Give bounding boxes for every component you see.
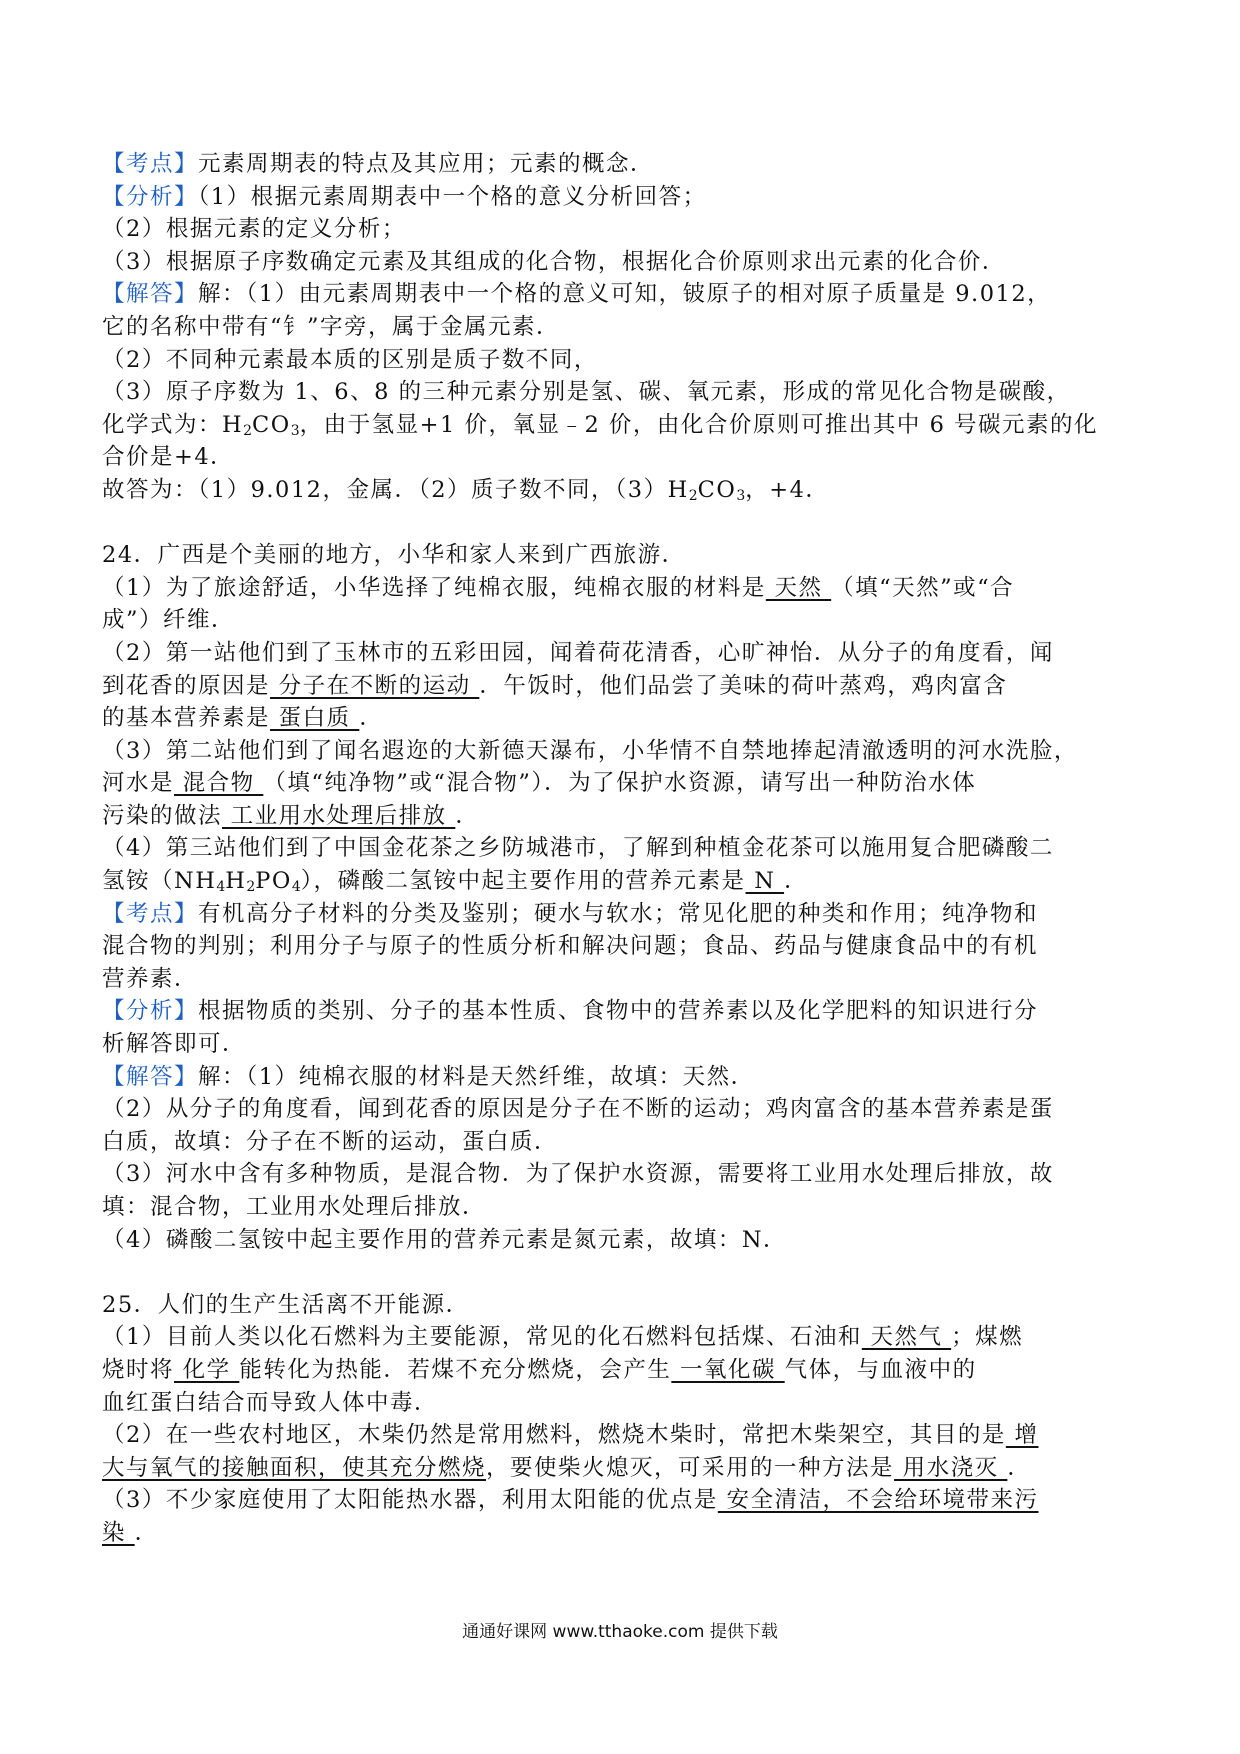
q24-p3b (102, 767, 1138, 800)
fenxi-text: （1）根据元素周期表中一个格的意义分析回答； (198, 183, 707, 210)
text-run: 烧时将 (102, 1356, 175, 1383)
text-run: 的基本营养素是 (102, 705, 271, 732)
fenxi-tag: 【分析】 (102, 998, 199, 1025)
q24-kaodian-c: 营养素． (102, 965, 199, 992)
q25-p1b (102, 1354, 1138, 1387)
q24-p1b: 成”）纤维． (102, 607, 236, 634)
answer-blank: N (745, 868, 785, 895)
text-run: （2）在一些农村地区，木柴仍然是常用燃料，燃烧木柴时，常把木柴架空，其目的是 (102, 1422, 1006, 1449)
spacer (102, 1256, 1138, 1289)
q24-kaodian-b: 混合物的判别；利用分子与原子的性质分析和解决问题；食品、药品与健康食品中的有机 (102, 933, 1039, 960)
q23-jieda-2: （2）不同种元素最本质的区别是质子数不同， (102, 346, 598, 373)
answer-blank: 化学 (174, 1356, 240, 1383)
q24-p3: （3）第二站他们到了闻名遐迩的大新德天瀑布，小华情不自禁地捧起清澈透明的河水洗脸， (102, 737, 1078, 764)
q24-title: 24．广西是个美丽的地方，小华和家人来到广西旅游． (102, 542, 686, 569)
subscript: 2 (243, 422, 253, 439)
q24-p4b (102, 865, 1138, 898)
q24-p4: （4）第三站他们到了中国金花茶之乡防城港市，了解到种植金花茶可以施用复合肥磷酸二 (102, 835, 1054, 862)
text-run: 污染的做法 (102, 802, 223, 829)
kaodian-text: 有机高分子材料的分类及鉴别；硬水与软水；常见化肥的种类和作用；纯净物和 (198, 900, 1039, 927)
text-run: 能转化为热能．若煤不充分燃烧，会产生 (239, 1356, 672, 1383)
q24-jieda (102, 1061, 1138, 1094)
q23-jieda-1b: 它的名称中带有“钅”字旁，属于金属元素． (102, 313, 561, 340)
answer-blank: 蛋白质 (270, 705, 360, 732)
q24-p2c (102, 702, 1138, 735)
kaodian-tag: 【考点】 (102, 900, 199, 927)
text-run: （1）目前人类以化石燃料为主要能源，常见的化石燃料包括煤、石油和 (102, 1324, 862, 1351)
page-footer: 通通好课网 www.tthaoke.com 提供下载 (462, 1622, 778, 1642)
answer-blank: 安全清洁，不会给环境带来污 (717, 1487, 1039, 1514)
q24-jieda-2: （2）从分子的角度看，闻到花香的原因是分子在不断的运动；鸡肉富含的基本营养素是蛋 (102, 1096, 1054, 1123)
q25-p3b (102, 1517, 1138, 1550)
answer-blank: 增 (1005, 1422, 1039, 1449)
text-run: CO (252, 411, 291, 438)
q24-p2: （2）第一站他们到了玉林市的五彩田园，闻着荷花清香，心旷神怡．从分子的角度看，闻 (102, 639, 1054, 666)
text-run: 河水是 (102, 770, 175, 797)
text-run: ，由于氢显+1 价，氧显﹣2 价，由化合价原则可推出其中 6 号碳元素的化 (299, 411, 1099, 438)
q23-jieda (102, 278, 1138, 311)
answer-blank: 一氧化碳 (671, 1356, 785, 1383)
q24-p1 (102, 572, 1138, 605)
answer-blank: 混合物 (174, 770, 264, 797)
text-run: 化学式为：H (102, 411, 244, 438)
text-run: ． (134, 1519, 159, 1546)
text-run: ． (784, 868, 809, 895)
q24-jieda-2b: 白质，故填：分子在不断的运动，蛋白质． (102, 1128, 559, 1155)
q24-jieda-4: （4）磷酸二氢铵中起主要作用的营养元素是氮元素，故填：N． (102, 1226, 788, 1253)
text-run: ． (455, 802, 480, 829)
text-run: ，+4． (745, 476, 830, 503)
text-run: 到花香的原因是 (102, 672, 271, 699)
subscript: 2 (246, 879, 256, 896)
q24-kaodian (102, 898, 1138, 931)
q23-fenxi-2: （2）根据元素的定义分析； (102, 216, 406, 243)
text-run: ． (1007, 1454, 1032, 1481)
subscript: 2 (688, 487, 698, 504)
q24-p3c (102, 800, 1138, 833)
text-run: （3）不少家庭使用了太阳能热水器，利用太阳能的优点是 (102, 1487, 718, 1514)
fenxi-text: 根据物质的类别、分子的基本性质、食物中的营养素以及化学肥料的知识进行分 (198, 998, 1039, 1025)
text-run: （1）为了旅途舒适，小华选择了纯棉衣服，纯棉衣服的材料是 (102, 574, 766, 601)
text-run: 氢铵（NH (102, 868, 217, 895)
q25-p1c: 血红蛋白结合而导致人体中毒． (102, 1389, 439, 1416)
q23-kaodian (102, 148, 1138, 181)
text-run: 气体，与血液中的 (784, 1356, 977, 1383)
q25-p2b (102, 1452, 1138, 1485)
q23-jieda-3: （3）原子序数为 1、6、8 的三种元素分别是氢、碳、氧元素，形成的常见化合物是碳酸， (102, 379, 1071, 406)
subscript: 3 (736, 487, 746, 504)
text-run: ；煤燃 (951, 1324, 1024, 1351)
text-run: ． (359, 705, 384, 732)
subscript: 4 (291, 879, 301, 896)
jieda-tag: 【解答】 (102, 1063, 199, 1090)
q23-final-answer (102, 474, 1138, 507)
answer-blank: 染 (102, 1519, 135, 1546)
q23-fenxi (102, 181, 1138, 214)
text-run: （填“纯净物”或“混合物”）．为了保护水资源，请写出一种防治水体 (263, 770, 977, 797)
text-run: （填“天然”或“合 (831, 574, 1015, 601)
q24-jieda-3: （3）河水中含有多种物质，是混合物．为了保护水资源，需要将工业用水处理后排放，故 (102, 1161, 1054, 1188)
answer-blank: 分子在不断的运动 (270, 672, 480, 699)
kaodian-text: 元素周期表的特点及其应用；元素的概念． (198, 151, 655, 177)
jieda-text: 解：（1）纯棉衣服的材料是天然纤维，故填：天然． (198, 1063, 755, 1090)
q25-p3 (102, 1484, 1138, 1517)
q24-jieda-3b: 填：混合物，工业用水处理后排放． (102, 1194, 487, 1220)
fenxi-tag: 【分析】 (102, 183, 199, 210)
q24-p2b (102, 670, 1138, 703)
text-run: ，要使柴火熄灭，可采用的一种方法是 (486, 1454, 895, 1481)
q24-fenxi-b: 析解答即可． (102, 1031, 247, 1058)
text-run: H (225, 868, 247, 895)
text-run: ．午饭时，他们品尝了美味的荷叶蒸鸡，鸡肉富含 (479, 672, 1008, 699)
subscript: 4 (216, 879, 226, 896)
text-run: PO (255, 868, 292, 895)
spacer (102, 507, 1138, 540)
q25-p2 (102, 1419, 1138, 1452)
q23-jieda-3c: 合价是+4． (102, 444, 235, 471)
answer-blank: 用水浇灭 (894, 1454, 1008, 1481)
document-body (102, 148, 1138, 1550)
answer-blank: 工业用水处理后排放 (222, 802, 456, 829)
text-run: ），磷酸二氢铵中起主要作用的营养元素是 (300, 868, 746, 895)
text-run: CO (697, 476, 737, 503)
q24-fenxi (102, 995, 1138, 1028)
jieda-text: 解：（1）由元素周期表中一个格的意义可知，铍原子的相对原子质量是 9.012， (198, 281, 1052, 308)
jieda-tag: 【解答】 (102, 281, 199, 308)
q25-p1 (102, 1321, 1138, 1354)
q23-jieda-3b (102, 409, 1138, 442)
q25-title: 25．人们的生产生活离不开能源． (102, 1291, 470, 1318)
text-run: 故答为：（1）9.012，金属．（2）质子数不同，（3）H (102, 476, 689, 503)
kaodian-tag: 【考点】 (102, 151, 199, 177)
answer-blank: 天然气 (861, 1324, 952, 1351)
q23-fenxi-3: （3）根据原子序数确定元素及其组成的化合物，根据化合价原则求出元素的化合价． (102, 248, 1006, 275)
subscript: 3 (290, 422, 300, 439)
answer-blank: 大与氧气的接触面积，使其充分燃烧 (102, 1454, 487, 1481)
answer-blank: 天然 (765, 574, 832, 601)
